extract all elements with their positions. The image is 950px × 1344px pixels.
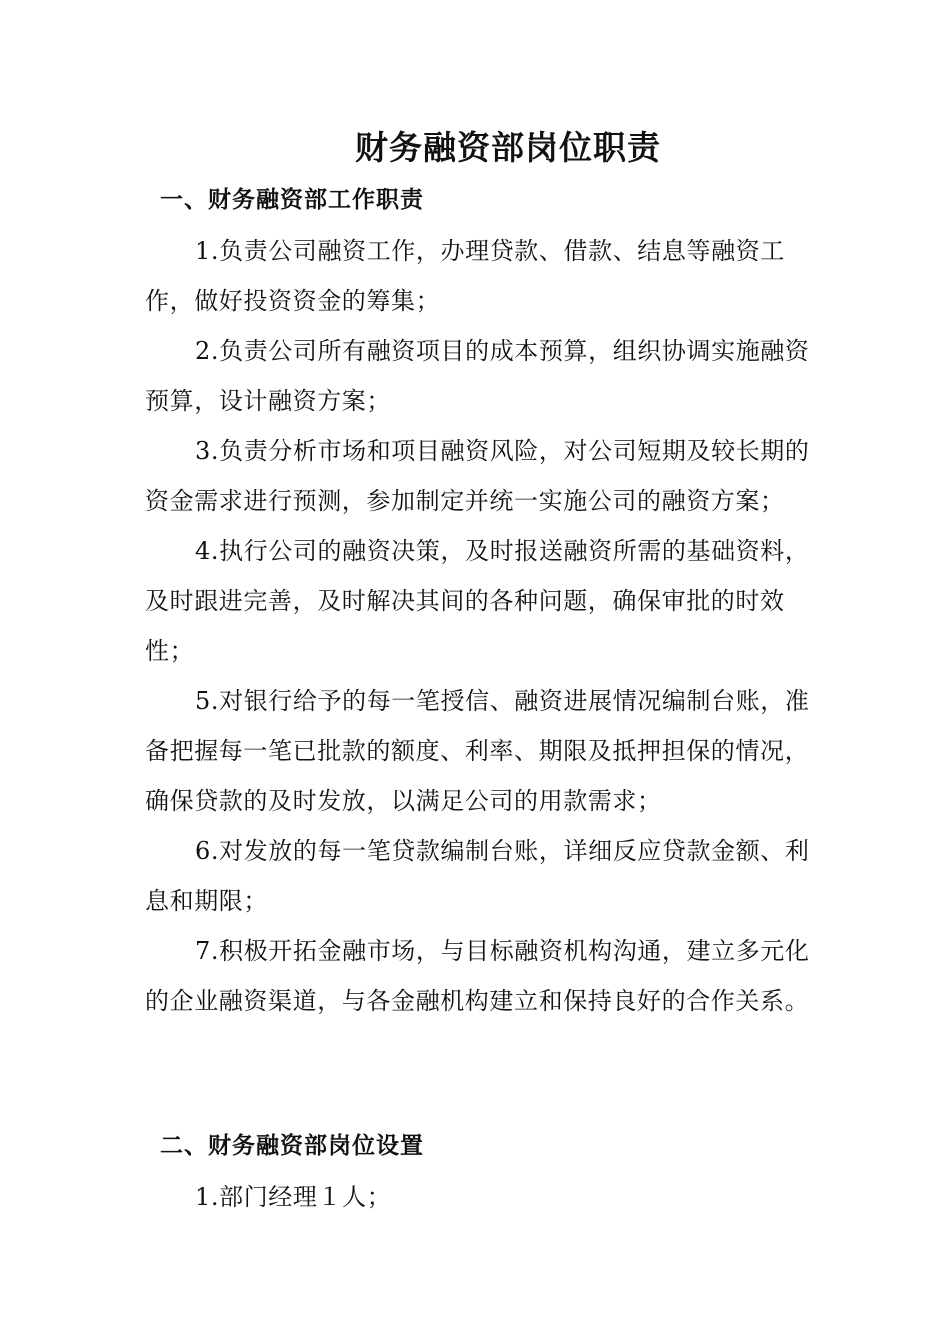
- duty-item-2: 2.负责公司所有融资项目的成本预算，组织协调实施融资预算，设计融资方案；: [145, 337, 810, 415]
- section-heading-positions: 二、财务融资部岗位设置: [160, 1132, 424, 1159]
- section-heading-duties: 一、财务融资部工作职责: [160, 186, 424, 213]
- section-body-duties: [145, 226, 813, 1026]
- duty-item-5: 5.对银行给予的每一笔授信、融资进展情况编制台账，准备把握每一笔已批款的额度、利率、期限及抵押担保的情况，确保贷款的及时发放，以满足公司的用款需求；: [145, 687, 810, 815]
- duty-item-1: 1.负责公司融资工作，办理贷款、借款、结息等融资工作，做好投资资金的筹集；: [145, 237, 785, 315]
- duty-item-4: 4.执行公司的融资决策，及时报送融资所需的基础资料，及时跟进完善，及时解决其间的各种问题，确保审批的时效性；: [145, 537, 810, 665]
- duty-item-6: 6.对发放的每一笔贷款编制台账，详细反应贷款金额、利息和期限；: [145, 837, 810, 915]
- duty-item-3: 3.负责分析市场和项目融资风险，对公司短期及较长期的资金需求进行预测，参加制定并统一实施公司的融资方案；: [145, 437, 810, 515]
- section-body-positions: [145, 1172, 813, 1222]
- document-title: 财务融资部岗位职责: [355, 128, 661, 167]
- duty-item-7: 7.积极开拓金融市场，与目标融资机构沟通，建立多元化的企业融资渠道，与各金融机构建立和保持良好的合作关系。: [145, 937, 810, 1015]
- position-item-1: 1.部门经理１人；: [195, 1183, 392, 1211]
